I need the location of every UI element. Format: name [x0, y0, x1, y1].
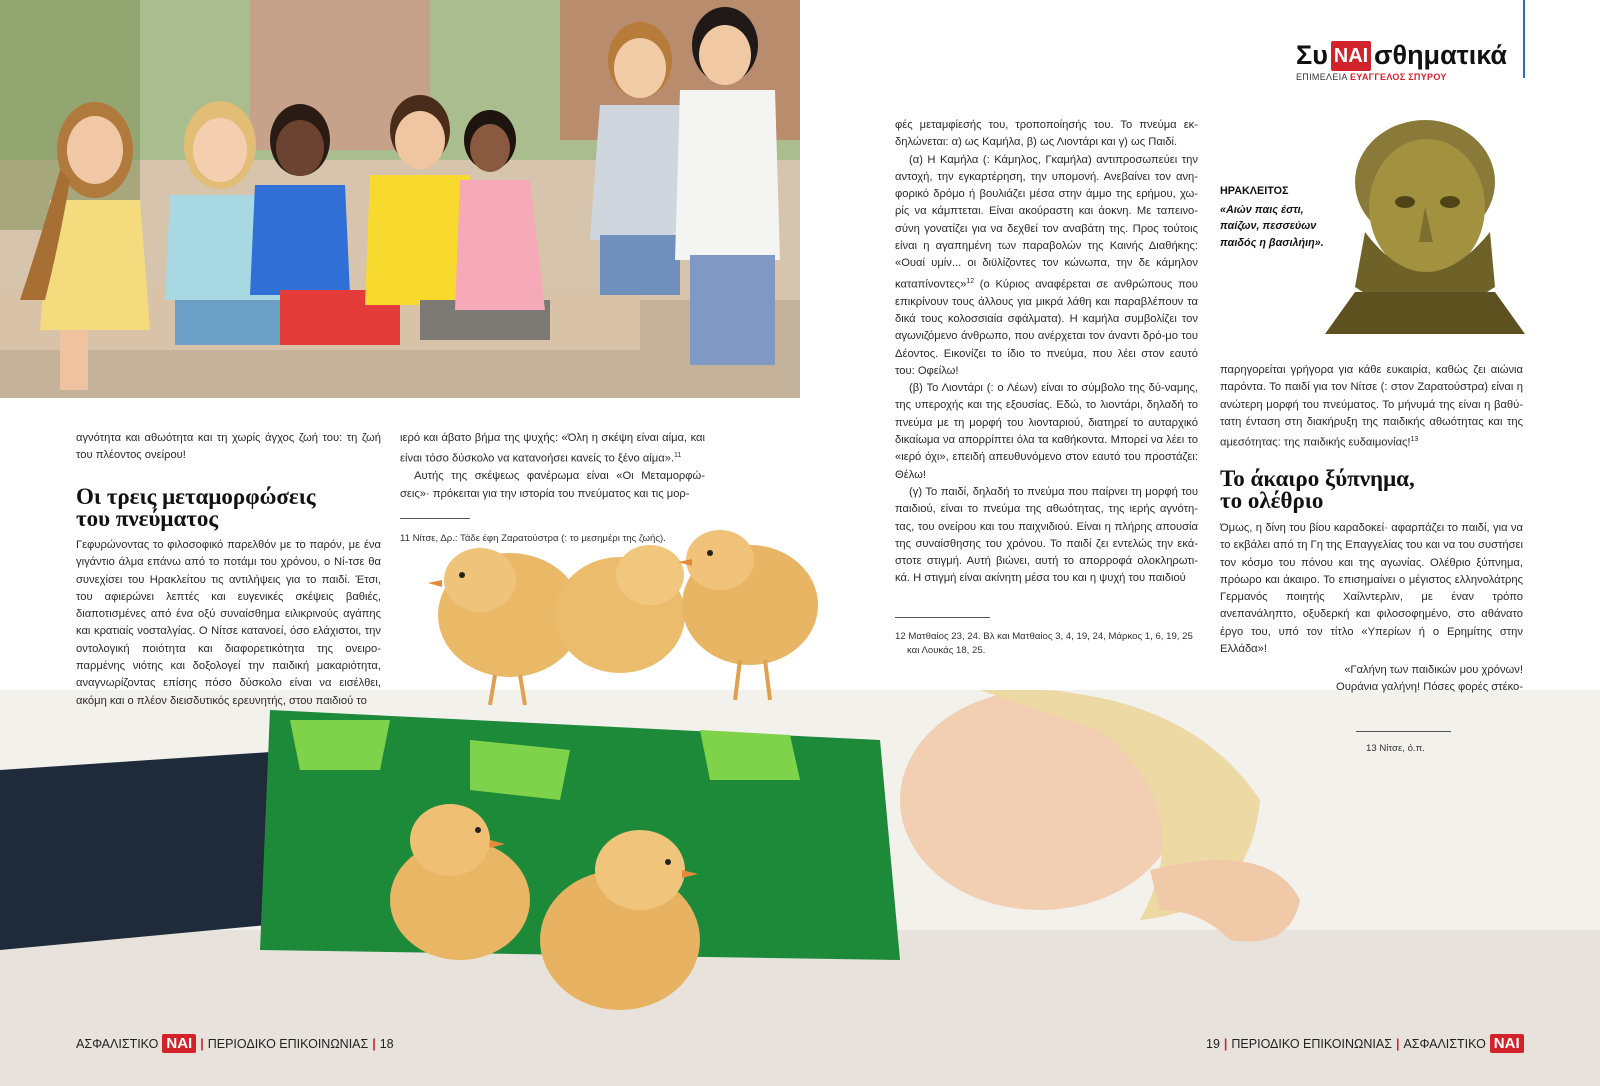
editor-name: ΕΥΑΓΓΕΛΟΣ ΣΠΥΡΟΥ — [1350, 72, 1447, 82]
footer-right-separator: | — [1223, 1036, 1228, 1051]
right-col1-ref-12: 12 — [966, 277, 975, 285]
footnote-12-line1: 12 Ματθαίος 23, 24. Βλ και Ματθαίος 3, 4, 19, 24, Μάρκος 1, 6, 19, 25 — [895, 631, 1193, 642]
footer-right-brand: ΑΣΦΑΛΙΣΤΙΚΟ — [1403, 1036, 1486, 1051]
section-heading-metamorphoses — [76, 486, 396, 530]
right-col1-p2: (β) Το Λιοντάρι (: ο Λέων) είναι το σύμβολο της δύ-ναμης, της υπεροχής και της εξουσίας. Εδώ, το λιοντάρι, δηλαδή το πνεύμα με τη μορφή του λιονταριού, διατηρεί το αυταρχικό δικαίωμα να απορρίπτει όλα τα καθήκοντα. Μπορεί να λέει το «ιερό όχι», επειδή απευθυνόμενο στον εαυτό του προστάζει: Θέλω! — [895, 382, 1198, 481]
footnote-rule-11 — [400, 518, 470, 519]
right-col2-ref-13: 13 — [1410, 436, 1419, 444]
left-col2-ref-11: 11 — [674, 452, 682, 460]
boy-with-chicks-illustration — [0, 690, 1600, 1086]
footer-right-label: ΠΕΡΙΟΔΙΚΟ ΕΠΙΚΟΙΝΩΝΙΑΣ — [1231, 1036, 1392, 1051]
heading-line-1: Οι τρεις μεταμορφώσεις — [76, 484, 316, 509]
logo-nai-text: ΝΑΙ — [1333, 44, 1369, 67]
footer-right-separator-2: | — [1395, 1036, 1400, 1051]
right-col1-p3: (γ) Το παιδί, δηλαδή το πνεύμα που παίρνει τη μορφή του παιδιού, είναι το πνεύμα της αθωότητας, της ιερής αγνότη-τας, του ονείρου και του παιχνιδιού. Είναι η πλήρης απουσία της συναίσθησης του χρόνου. Το παιδί ζει εντελώς την εκά-στοτε στιγμή. Αυτή βιώνει, αυτή το απορροφά ολοκληρωτι-κά. Η στιγμή είναι ακίνητη μέσα του και η ψυχή του παιδιού — [895, 485, 1198, 585]
heraclitus-quote — [1220, 183, 1330, 251]
footer-left-separator-2: | — [372, 1036, 376, 1051]
left-col2-p1: ιερό και άβατο βήμα της ψυχής: «Όλη η σκέψη είναι αίμα, και είναι τόσο δύσκολο να κατανοήσει κανείς το ξένο αίμα». — [400, 432, 705, 466]
footer-left-brand: ΑΣΦΑΛΙΣΤΙΚΟ — [76, 1036, 159, 1051]
footnote-rule-12 — [895, 617, 990, 618]
quote-name: ΗΡΑΚΛΕΙΤΟΣ — [1220, 185, 1289, 197]
footer-left-label: ΠΕΡΙΟΔΙΚΟ ΕΠΙΚΟΙΝΩΝΙΑΣ — [207, 1036, 369, 1051]
right-col2-body: Όμως, η δίνη του βίου καραδοκεί· αφαρπάζει το παιδί, για να το εκβάλει από τη Γη της Επαγγελίας του και να του συστήσει τον κόσμο του πόνου και της αγωνίας. Ολέθριο ξύπνημα, πρόωρο και άκαιρο. Το επισημαίνει ο μέγιστος ελληνολάτρης Γερμανός ποιητής Χαίλντερλιν, με έναν τρόπο ανεπανάληπτο, οξυδερκή και φιλοσοφημένο, στο αθάνατο έργο του, υπό τον τίτλο «Υπερίων ή ο Ερημίτης στην Ελλάδα»! — [1220, 522, 1523, 656]
right-col1-text — [895, 117, 1198, 588]
heading-line-2: του πνεύματος — [76, 506, 219, 531]
logo-right-word: σθηματικά — [1374, 40, 1507, 70]
right-col2-intro — [1220, 362, 1523, 452]
children-photo — [0, 0, 800, 398]
left-col1-body: Γεφυρώνοντας το φιλοσοφικό παρελθόν με το παρόν, με ένα γιγάντιο άλμα επάνω από το ποτάμι του χρόνου, ο Νί-τσε θα συνεχίσει του Ηρακλείτου τις αντιλήψεις για το παιδί. Έτσι, του αφιερώνει λεπτές και ευγενικές σκέψεις βαθιές, διαποτισμένες από ένα οξύ συναίσθημα ειλικρινούς αγάπης και κρατιαίς νοσταλγίας. Ο Νίτσε κατανοεί, όσο ελάχιστοι, την οντολογική ποιότητα και διαφορετικότητα της ονειρο-παρμένης νιότης και δοξολογεί την παιδική μακαριότητα, αναγνωρίζοντας επίσης πόσο δύσκολο είναι να εισέλθει, ακόμη και ο πλέον διεισδυτικός ερευνητής, στου παιδιού το — [76, 539, 381, 707]
left-col2-p2: Αυτής της σκέψεως φανέρωμα είναι «Οι Μεταμορφώ-σεις»· πρόκειται για την ιστορία του πνεύματος και τις μορ- — [400, 470, 705, 500]
right-col1-p1: (α) Η Καμήλα (: Κάμηλος, Γκαμήλα) αντιπροσωπεύει την αντοχή, την εγκαρτέρηση, την υπομονή. Ανεβαίνει τον ανη-φορικό δρόμο ή βουλιάζει μέσα στην άμμο της ερήμου, χω-ρίς να κάμπτεται. Είναι ακούραστη και άοκνη. Με ταπεινο-σύνη γονατίζει για να δεχθεί τον αναβάτη της. Προς τούτοις είναι η αγαπημένη των παραβολών της Καινής Διαθήκης: «Ουαί υμίν... οι διϋλίζοντες τον κώνωπα, την δε κάμηλον καταπίνοντες» — [895, 153, 1198, 291]
footnote-12 — [895, 630, 1205, 658]
heraclitus-bust-illustration — [1325, 112, 1525, 334]
footnote-rule-13 — [1356, 731, 1451, 732]
footer-left-page: 18 — [379, 1036, 394, 1051]
logo-left-word: Συ — [1296, 40, 1328, 70]
heading2-line-2: το ολέθριο — [1220, 488, 1324, 513]
footer-left-nai: ΝΑΙ — [162, 1034, 196, 1053]
footnote-12-line2: και Λουκάς 18, 25. — [907, 645, 986, 656]
footer-right-nai: ΝΑΙ — [1490, 1034, 1524, 1053]
editor-line — [1296, 72, 1447, 82]
logo-nai-badge — [1331, 41, 1371, 71]
quote-text: «Αιών παις έστι, παίζων, πεσσεύων παιδός η βασιλήιη». — [1220, 203, 1324, 249]
header-accent-rule — [1523, 0, 1525, 78]
boy-with-chicks-photo — [0, 690, 1600, 1086]
footer-left — [76, 1034, 394, 1053]
right-col2-quote-line1: «Γαλήνη των παιδικών μου χρόνων! — [1344, 664, 1523, 676]
section-heading-awakening — [1220, 468, 1525, 512]
right-col2-quote — [1220, 662, 1523, 697]
left-col1-intro: αγνότητα και αθωότητα και τη χωρίς άγχος ζωή του: τη ζωή του πλέοντος ονείρου! — [76, 432, 381, 462]
footnote-11: 11 Νίτσε, Δρ.: Τάδε έφη Ζαρατούστρα (: το μεσημέρι της ζωής). — [400, 533, 666, 544]
chicks-on-back-illustration — [420, 525, 860, 715]
right-col2-quote-line2: Ουράνια γαλήνη! Πόσες φορές στέκο- — [1336, 681, 1523, 694]
children-photo-illustration — [0, 0, 800, 398]
editor-label: ΕΠΙΜΕΛΕΙΑ — [1296, 72, 1348, 82]
footer-left-separator: | — [200, 1036, 204, 1051]
footer-right-page: 19 — [1206, 1036, 1220, 1051]
right-col1-p0: φές μεταμφίεσής του, τροποποίησής του. Το πνεύμα εκ-δηλώνεται: α) ως Καμήλα, β) ως Λιοντάρι και γ) ως Παιδί. — [895, 119, 1198, 149]
footnote-13: 13 Νίτσε, ό.π. — [1366, 743, 1425, 754]
right-col2-p0: παρηγορείται γρήγορα για κάθε ευκαιρία, καθώς ζει αιώνια παρόντα. Το παιδί για τον Νίτσε (: στον Ζαρατούστρα) είναι η ανώτερη μορφή του πνεύματος. Το μήνυμά της είναι η βαθύ-τατη ένταση στη διακήρυξη της παιδικής αθωότητας και της αμεσότητας: της παιδικής ευδαιμονίας! — [1220, 364, 1523, 449]
left-col2-text — [400, 430, 705, 503]
heading2-line-1: Το άκαιρο ξύπνημα, — [1220, 466, 1415, 491]
footer-right — [1206, 1034, 1524, 1053]
right-col1-p1-tail: (ο Κύριος αναφέρεται σε ανθρώπους που επικρίνουν τους άλλους για μικρά λάθη και παραβλέπουν τα δικά τους κολοσσιαία σφάλματα). Η καμήλα συμβολίζει τον αγωνιζόμενο άνθρωπο, που ανέρχεται τον άναντι δρό-μο του Δέοντος. Εικονίζει το ίδιο το πνεύμα, που λέει στον εαυτό του: Οφείλω! — [895, 278, 1198, 377]
